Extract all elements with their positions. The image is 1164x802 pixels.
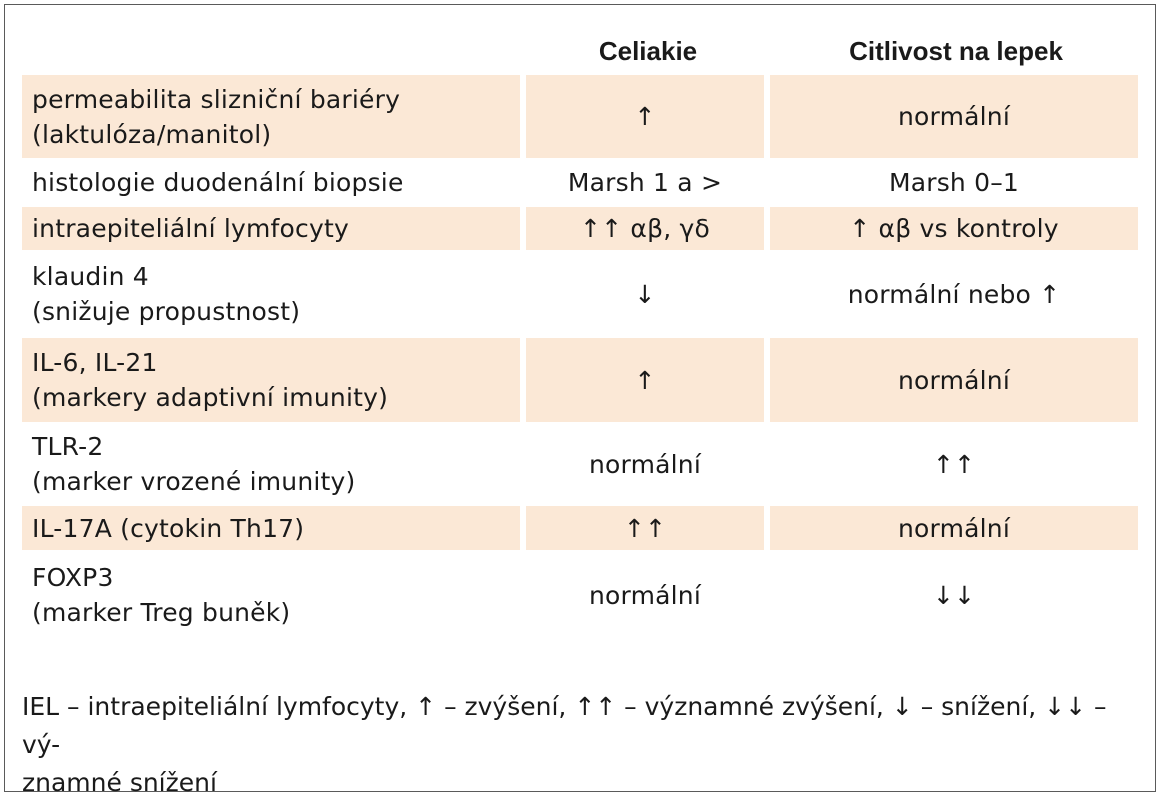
row-label-line: FOXP3 <box>32 563 114 592</box>
row-label <box>22 553 520 637</box>
row-label-line: klaudin 4 <box>32 262 149 291</box>
row-label-line: (markery adaptivní imunity) <box>32 383 389 412</box>
row-label-line: permeabilita slizniční bariéry <box>32 84 401 114</box>
footnote-line: znamné snížení <box>22 768 217 797</box>
cell-celiakie: ↑ <box>526 75 764 158</box>
cell-celiakie: normální <box>589 449 701 479</box>
cell-celiakie: Marsh 1 a > <box>567 168 723 197</box>
cell-citlivost: normální <box>770 75 1138 158</box>
row-label <box>22 207 520 250</box>
row-label-line: IL-6, IL-21 <box>32 348 158 377</box>
row-label <box>22 338 520 422</box>
cell-celiakie: ↑↑ αβ, γδ <box>526 207 764 250</box>
footnote-line: IEL – intraepiteliální lymfocyty, ↑ – zvýšení, ↑↑ – významné zvýšení, ↓ – snížení, ↓↓ – vý- <box>22 692 1107 759</box>
header-citlivost: Citlivost na lepek <box>849 35 1063 66</box>
header-celiakie: Celiakie <box>598 35 698 66</box>
cell-citlivost: Marsh 0–1 <box>888 168 1020 197</box>
row-label-line: IL-17A (cytokin Th17) <box>32 513 305 543</box>
row-label-line: (marker Treg buněk) <box>32 598 291 627</box>
cell-celiakie: normální <box>589 580 701 610</box>
row-label <box>22 506 520 550</box>
footnote <box>22 688 1142 802</box>
row-label-line: (snižuje propustnost) <box>32 297 301 326</box>
row-label-line: TLR-2 <box>32 432 104 461</box>
row-label-line: histologie duodenální biopsie <box>32 168 404 197</box>
row-label <box>22 253 520 335</box>
row-label <box>22 161 520 204</box>
cell-citlivost: ↑ αβ vs kontroly <box>770 207 1138 250</box>
cell-celiakie: ↑↑ <box>526 506 764 550</box>
row-label <box>22 425 520 503</box>
cell-citlivost: normální <box>770 338 1138 422</box>
cell-citlivost: ↓↓ <box>932 580 976 610</box>
cell-citlivost: ↑↑ <box>932 449 976 479</box>
cell-citlivost: normální <box>770 506 1138 550</box>
cell-celiakie: ↑ <box>526 338 764 422</box>
cell-citlivost: normální nebo ↑ <box>847 279 1061 309</box>
row-label-line: intraepiteliální lymfocyty <box>32 214 349 243</box>
row-label-line: (marker vrozené imunity) <box>32 467 356 496</box>
cell-celiakie: ↓ <box>634 279 656 309</box>
row-label <box>22 75 520 158</box>
row-label-line: (laktulóza/manitol) <box>32 119 272 149</box>
